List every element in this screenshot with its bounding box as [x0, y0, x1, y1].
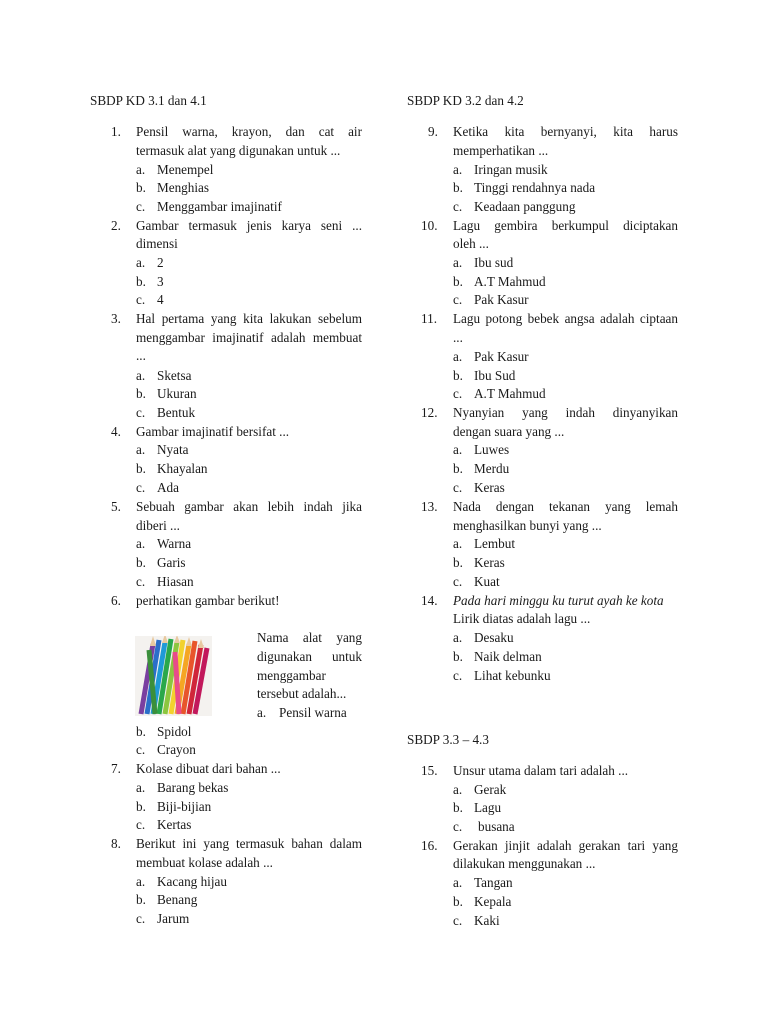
question-number: 8. [111, 836, 121, 851]
option-text: Ibu Sud [474, 368, 516, 383]
option-text: A.T Mahmud [474, 386, 546, 401]
question-text-line: Ketika kita bernyanyi, kita harus [453, 124, 678, 139]
question-text-line: dengan suara yang ... [453, 424, 565, 439]
question-text-line: termasuk alat yang digunakan untuk ... [136, 143, 341, 158]
option-c: c. Jarum [90, 910, 362, 929]
option-a: a. Barang bekas [90, 779, 362, 798]
question-text-line: Nada dengan tekanan yang lemah [453, 499, 678, 514]
option-b: b. Ibu Sud [407, 367, 678, 386]
option-text: Menempel [157, 162, 214, 177]
question-text-line: Pada hari minggu ku turut ayah ke kota [453, 593, 664, 608]
text-line [407, 423, 678, 442]
option-c: c. Keadaan panggung [407, 198, 678, 217]
question-text-line: Kolase dibuat dari bahan ... [136, 761, 281, 776]
option-b: b. 3 [90, 273, 362, 292]
question-text-line: dimensi [136, 236, 178, 251]
option-text: Tinggi rendahnya nada [474, 180, 596, 195]
question-number: 1. [111, 124, 121, 139]
option-text: Spidol [157, 724, 192, 739]
option-text: Luwes [474, 442, 510, 457]
question-text-line: diberi ... [136, 518, 180, 533]
option-c: c. Menggambar imajinatif [90, 198, 362, 217]
question-text-line: digunakan untuk [257, 649, 362, 664]
question-7 [90, 760, 362, 779]
question-4 [90, 423, 362, 442]
option-c: c. A.T Mahmud [407, 385, 678, 404]
option-c: c. Kertas [90, 816, 362, 835]
question-text-line: menggambar [257, 668, 326, 683]
question-6 [90, 592, 362, 611]
question-text-line: Sebuah gambar akan lebih indah jika [136, 499, 362, 514]
question-number: 9. [428, 124, 438, 139]
option-text: Kacang hijau [157, 874, 227, 889]
question-text-line: oleh ... [453, 236, 489, 251]
question-text-line: perhatikan gambar berikut! [136, 593, 280, 608]
option-a: a. Pensil warna [90, 704, 362, 723]
option-a: a. Gerak [407, 781, 678, 800]
question-number: 6. [111, 593, 121, 608]
option-c: c. 4 [90, 291, 362, 310]
option-b: b. Khayalan [90, 460, 362, 479]
text-line [407, 329, 678, 348]
option-text: Kuat [474, 574, 500, 589]
text-line [90, 329, 362, 348]
option-text: Benang [157, 892, 198, 907]
question-8 [90, 835, 362, 854]
option-text: Keadaan panggung [474, 199, 576, 214]
question-text-line: Lagu potong bebek angsa adalah ciptaan [453, 311, 678, 326]
option-text: 2 [157, 255, 164, 270]
option-text: Iringan musik [474, 162, 548, 177]
question-number: 4. [111, 424, 121, 439]
option-b: b. Naik delman [407, 648, 678, 667]
option-text: Barang bekas [157, 780, 229, 795]
option-text: Ukuran [157, 386, 197, 401]
option-a: a. Tangan [407, 874, 678, 893]
option-text: Kaki [474, 913, 500, 928]
section-heading-right-2: SBDP 3.3 – 4.3 [407, 732, 489, 747]
option-a: a. 2 [90, 254, 362, 273]
question-10 [407, 217, 678, 236]
question-number: 3. [111, 311, 121, 326]
option-text: A.T Mahmud [474, 274, 546, 289]
question-16 [407, 837, 678, 856]
option-text: Naik delman [474, 649, 542, 664]
option-text: Lagu [474, 800, 502, 815]
option-text: Menggambar imajinatif [157, 199, 282, 214]
option-c: c. Pak Kasur [407, 291, 678, 310]
option-b: b. Merdu [407, 460, 678, 479]
option-text: Kepala [474, 894, 512, 909]
option-b: b. A.T Mahmud [407, 273, 678, 292]
option-c: c. Hiasan [90, 573, 362, 592]
option-c: c. Ada [90, 479, 362, 498]
text-line [407, 610, 678, 629]
right-column [407, 0, 678, 1024]
option-c: c. Kaki [407, 912, 678, 931]
text-line [90, 517, 362, 536]
option-a: a. Sketsa [90, 367, 362, 386]
question-text-line: Gambar termasuk jenis karya seni ... [136, 218, 362, 233]
option-b: b. Ukuran [90, 385, 362, 404]
option-text: Pak Kasur [474, 292, 529, 307]
option-text: Ibu sud [474, 255, 514, 270]
option-text: Sketsa [157, 368, 192, 383]
question-text-line: membuat kolase adalah ... [136, 855, 273, 870]
option-text: Nyata [157, 442, 189, 457]
question-text-line: Berikut ini yang termasuk bahan dalam [136, 836, 362, 851]
section-heading-right: SBDP KD 3.2 dan 4.2 [407, 93, 524, 108]
option-text: busana [478, 819, 515, 834]
option-b: b. Biji-bijian [90, 798, 362, 817]
option-a: a. Nyata [90, 441, 362, 460]
option-c: c. busana [407, 818, 678, 837]
question-5 [90, 498, 362, 517]
question-text-line: memperhatikan ... [453, 143, 549, 158]
question-text-line: menghasilkan bunyi yang ... [453, 518, 602, 533]
question-text-line: Nyanyian yang indah dinyanyikan [453, 405, 678, 420]
question-text-line: Hal pertama yang kita lakukan sebelum [136, 311, 362, 326]
option-text: Desaku [474, 630, 514, 645]
text-line [257, 667, 362, 686]
option-text: Keras [474, 555, 505, 570]
option-text: 3 [157, 274, 164, 289]
question-text-line: Gerakan jinjit adalah gerakan tari yang [453, 838, 678, 853]
option-a: a. Ibu sud [407, 254, 678, 273]
question-number: 14. [421, 593, 438, 608]
question-number: 11. [421, 311, 437, 326]
question-text-line: ... [136, 348, 146, 363]
question-13 [407, 498, 678, 517]
question-number: 15. [421, 763, 438, 778]
question-text-line: Lagu gembira berkumpul diciptakan [453, 218, 678, 233]
question-11 [407, 310, 678, 329]
option-b: b. Lagu [407, 799, 678, 818]
option-b: b. Menghias [90, 179, 362, 198]
text-line [257, 648, 362, 667]
text-line [407, 235, 678, 254]
option-b: b. Tinggi rendahnya nada [407, 179, 678, 198]
option-text: Kertas [157, 817, 192, 832]
option-text: 4 [157, 292, 164, 307]
option-a: a. Desaku [407, 629, 678, 648]
question-text-line: ... [453, 330, 463, 345]
option-text: Ada [157, 480, 179, 495]
option-a: a. Pak Kasur [407, 348, 678, 367]
option-text: Jarum [157, 911, 190, 926]
option-a: a. Warna [90, 535, 362, 554]
option-a: a. Iringan musik [407, 161, 678, 180]
text-line [257, 685, 362, 704]
option-text: Warna [157, 536, 192, 551]
option-text: Garis [157, 555, 186, 570]
text-line [90, 235, 362, 254]
option-b: b. Benang [90, 891, 362, 910]
question-text-line: Unsur utama dalam tari adalah ... [453, 763, 629, 778]
option-a: a. Menempel [90, 161, 362, 180]
option-a: a. Luwes [407, 441, 678, 460]
option-text: Khayalan [157, 461, 208, 476]
option-c: c. Keras [407, 479, 678, 498]
question-3 [90, 310, 362, 329]
question-9 [407, 123, 678, 142]
option-c: c. Crayon [90, 741, 362, 760]
question-text-line: Gambar imajinatif bersifat ... [136, 424, 290, 439]
left-column [90, 0, 362, 1024]
option-text: Pak Kasur [474, 349, 529, 364]
text-line [90, 854, 362, 873]
text-line [257, 629, 362, 648]
option-text: Merdu [474, 461, 510, 476]
question-1 [90, 123, 362, 142]
option-b: b. Keras [407, 554, 678, 573]
option-text: Lembut [474, 536, 516, 551]
option-c: c. Bentuk [90, 404, 362, 423]
section-heading-left: SBDP KD 3.1 dan 4.1 [90, 93, 207, 108]
text-line [90, 347, 362, 366]
option-text: Menghias [157, 180, 210, 195]
question-number: 12. [421, 405, 438, 420]
text-line [407, 142, 678, 161]
question-text-line: Pensil warna, krayon, dan cat air [136, 124, 362, 139]
text-line [90, 142, 362, 161]
option-text: Biji-bijian [157, 799, 212, 814]
option-text: Pensil warna [279, 705, 347, 720]
question-12 [407, 404, 678, 423]
option-text: Lihat kebunku [474, 668, 551, 683]
option-c: c. Lihat kebunku [407, 667, 678, 686]
question-text-line: dilakukan menggunakan ... [453, 856, 596, 871]
question-number: 5. [111, 499, 121, 514]
option-text: Bentuk [157, 405, 196, 420]
option-text: Keras [474, 480, 505, 495]
option-a: a. Kacang hijau [90, 873, 362, 892]
question-text-line: Nama alat yang [257, 630, 362, 645]
option-text: Crayon [157, 742, 196, 757]
question-15 [407, 762, 678, 781]
option-c: c. Kuat [407, 573, 678, 592]
text-line [407, 517, 678, 536]
question-number: 2. [111, 218, 121, 233]
question-text-line: Lirik diatas adalah lagu ... [453, 611, 591, 626]
option-b: b. Kepala [407, 893, 678, 912]
option-b: b. Garis [90, 554, 362, 573]
question-number: 10. [421, 218, 438, 233]
question-2 [90, 217, 362, 236]
question-number: 13. [421, 499, 438, 514]
option-text: Gerak [474, 782, 507, 797]
text-line [407, 855, 678, 874]
option-a: a. Lembut [407, 535, 678, 554]
question-number: 7. [111, 761, 121, 776]
question-14 [407, 592, 678, 611]
question-text-line: tersebut adalah... [257, 686, 347, 701]
option-text: Tangan [474, 875, 513, 890]
question-number: 16. [421, 838, 438, 853]
question-text-line: menggambar imajinatif adalah membuat [136, 330, 362, 345]
option-text: Hiasan [157, 574, 194, 589]
option-b: b. Spidol [90, 723, 362, 742]
